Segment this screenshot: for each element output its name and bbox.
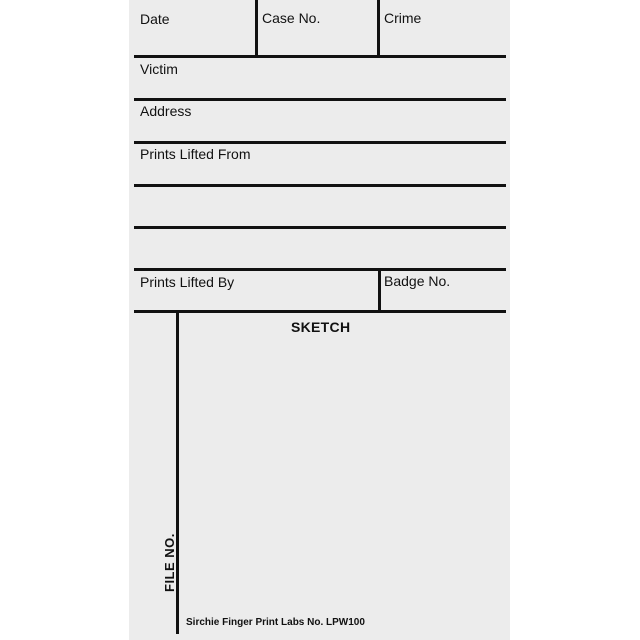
case-no-label: Case No. [262, 10, 321, 26]
rule-before-sketch [134, 310, 506, 313]
manufacturer-footer: Sirchie Finger Print Labs No. LPW100 [186, 617, 365, 628]
rule-blank-line [134, 226, 506, 229]
rule-after-address [134, 141, 506, 144]
date-case-divider [255, 0, 258, 57]
lifted-by-badge-divider [378, 268, 381, 312]
prints-lifted-from-label: Prints Lifted From [140, 146, 251, 162]
date-label: Date [140, 11, 170, 27]
case-crime-divider [377, 0, 380, 57]
rule-after-header-row [134, 55, 506, 58]
fingerprint-lift-card [129, 0, 510, 640]
rule-after-victim [134, 98, 506, 101]
victim-label: Victim [140, 61, 178, 77]
prints-lifted-by-label: Prints Lifted By [140, 274, 235, 290]
file-no-label: FILE NO. [162, 533, 177, 592]
badge-no-label: Badge No. [384, 273, 451, 289]
rule-after-prints-lifted-from [134, 184, 506, 187]
sketch-heading: SKETCH [291, 319, 351, 335]
crime-label: Crime [384, 10, 422, 26]
address-label: Address [140, 103, 192, 119]
rule-before-prints-lifted-by [134, 268, 506, 271]
